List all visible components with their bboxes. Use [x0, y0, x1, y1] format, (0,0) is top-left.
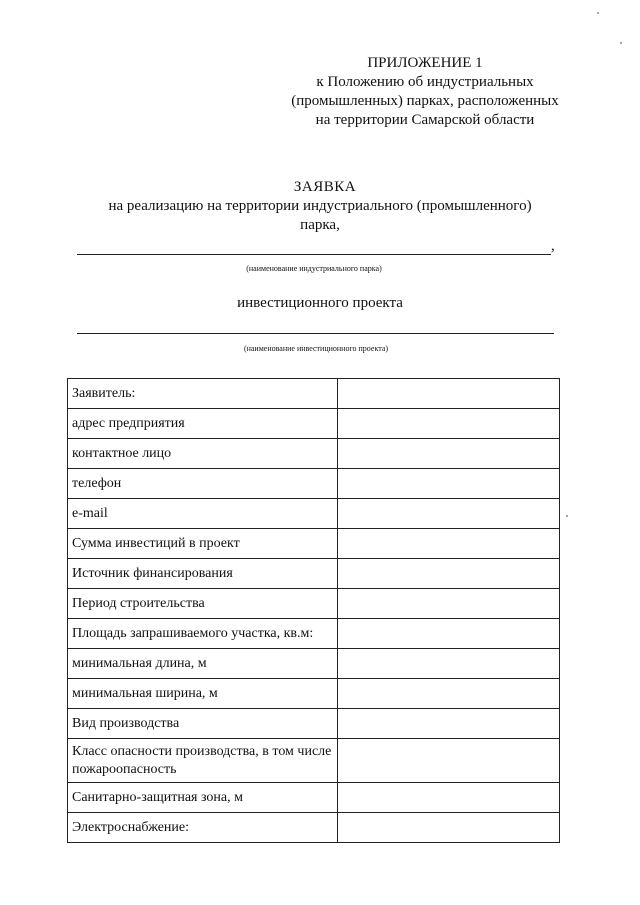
application-form-table [67, 378, 560, 843]
project-name-blank-line[interactable] [77, 333, 554, 334]
row-label: минимальная длина, м [68, 649, 338, 679]
scan-speck [597, 12, 599, 14]
row-label: Вид производства [68, 709, 338, 739]
appendix-line-2: (промышленных) парках, расположенных [291, 93, 559, 109]
scan-speck [566, 515, 568, 517]
row-value-cell[interactable] [338, 469, 560, 499]
table-row [68, 469, 560, 499]
row-label: e-mail [68, 499, 338, 529]
scan-speck [620, 42, 622, 44]
park-name-caption: (наименование индустриального парка) [246, 264, 382, 273]
row-value-cell[interactable] [338, 589, 560, 619]
row-label: Заявитель: [68, 379, 338, 409]
row-value-cell[interactable] [338, 409, 560, 439]
table-row [68, 589, 560, 619]
table-row [68, 499, 560, 529]
title-line-2: парка, [300, 217, 340, 233]
table-row [68, 739, 560, 783]
table-row [68, 619, 560, 649]
table-row [68, 679, 560, 709]
row-value-cell[interactable] [338, 739, 560, 783]
park-name-blank-line[interactable] [77, 254, 551, 255]
park-name-trailing-comma: , [551, 238, 555, 254]
row-value-cell[interactable] [338, 709, 560, 739]
row-value-cell[interactable] [338, 529, 560, 559]
table-row [68, 649, 560, 679]
appendix-line-3: на территории Самарской области [315, 112, 535, 128]
row-label: минимальная ширина, м [68, 679, 338, 709]
row-label: Класс опасности производства, в том числе пожароопасность [68, 739, 338, 783]
row-label: Период строительства [68, 589, 338, 619]
row-value-cell[interactable] [338, 439, 560, 469]
title-line-1: на реализацию на территории индустриального (промышленного) [108, 198, 532, 214]
row-label: адрес предприятия [68, 409, 338, 439]
row-value-cell[interactable] [338, 813, 560, 843]
project-name-caption: (наименование инвестиционного проекта) [243, 344, 389, 353]
row-value-cell[interactable] [338, 649, 560, 679]
table-row [68, 709, 560, 739]
table-row [68, 559, 560, 589]
table-row [68, 379, 560, 409]
document-title [0, 178, 640, 235]
row-value-cell[interactable] [338, 783, 560, 813]
title-word: ЗАЯВКА [293, 179, 357, 195]
appendix-heading: ПРИЛОЖЕНИЕ 1 [367, 55, 483, 71]
row-value-cell[interactable] [338, 559, 560, 589]
table-row [68, 409, 560, 439]
row-label: контактное лицо [68, 439, 338, 469]
row-value-cell[interactable] [338, 379, 560, 409]
row-value-cell[interactable] [338, 619, 560, 649]
appendix-line-1: к Положению об индустриальных [316, 74, 534, 90]
row-label: Площадь запрашиваемого участка, кв.м: [68, 619, 338, 649]
table-row [68, 783, 560, 813]
table-row [68, 813, 560, 843]
row-label: телефон [68, 469, 338, 499]
table-row [68, 439, 560, 469]
row-label: Источник финансирования [68, 559, 338, 589]
table-row [68, 529, 560, 559]
row-value-cell[interactable] [338, 499, 560, 529]
row-label: Санитарно-защитная зона, м [68, 783, 338, 813]
row-label: Электроснабжение: [68, 813, 338, 843]
row-value-cell[interactable] [338, 679, 560, 709]
appendix-header [290, 54, 560, 130]
row-label: Сумма инвестиций в проект [68, 529, 338, 559]
project-subtitle: инвестиционного проекта [237, 295, 403, 311]
